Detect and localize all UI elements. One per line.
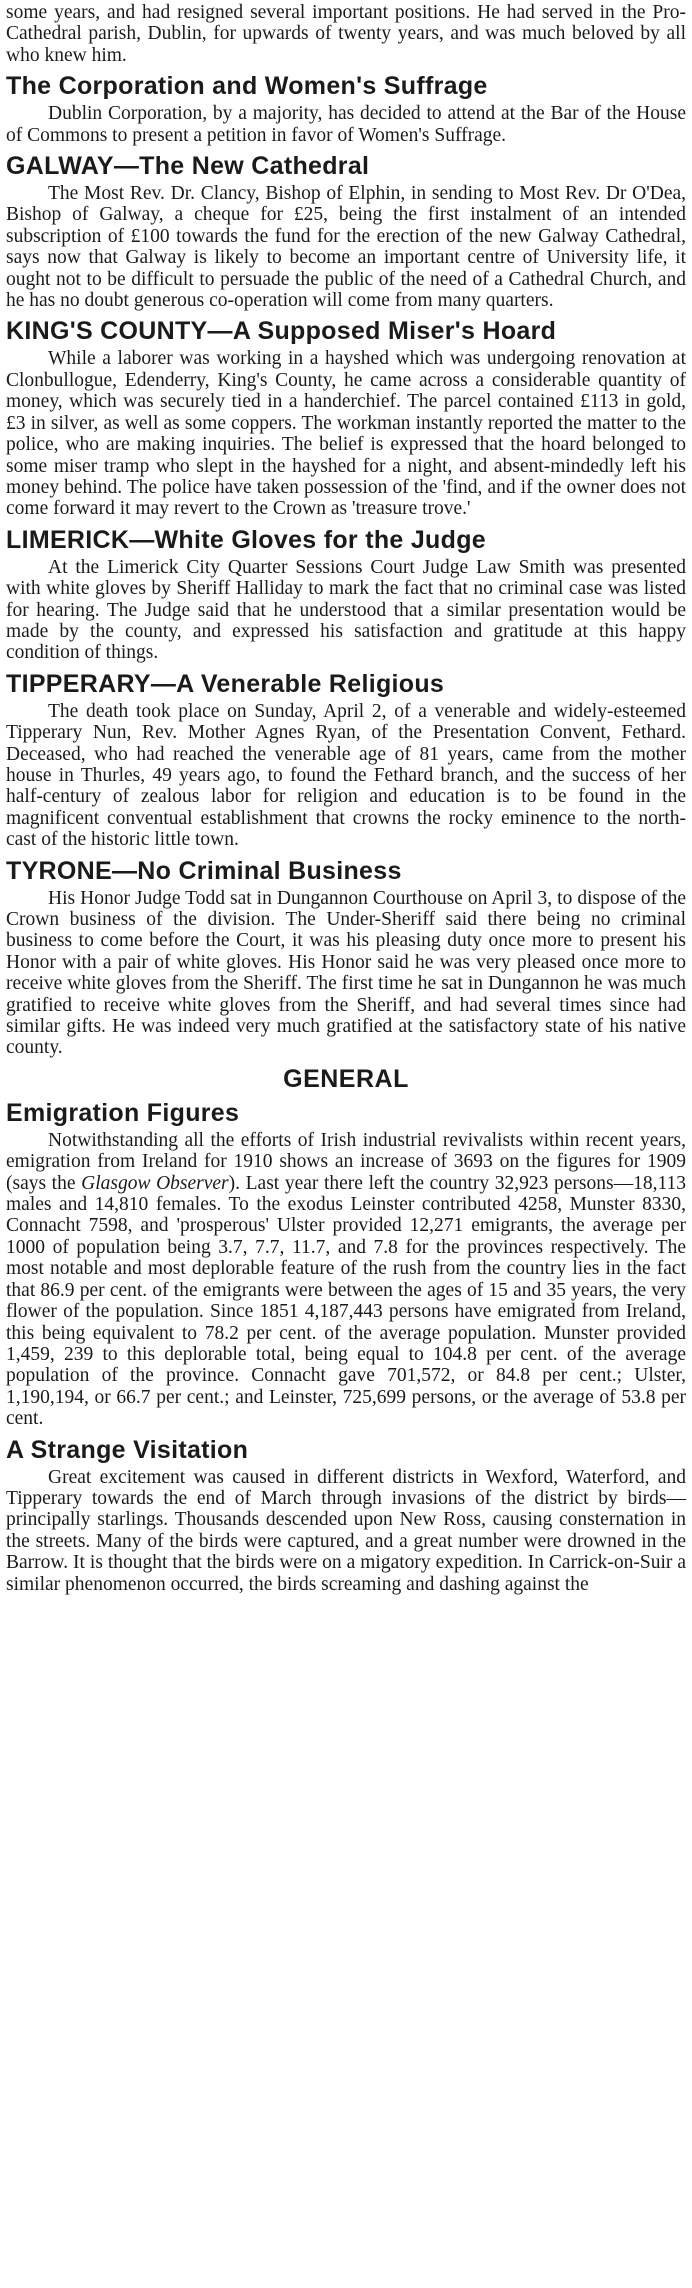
story-emigration-figures — [6, 1099, 686, 1430]
story-headline: GALWAY—The New Cathedral — [6, 152, 370, 181]
story-headline: LIMERICK—White Gloves for the Judge — [6, 525, 486, 554]
story-body: Dublin Corporation, by a majority, has decided to attend at the Bar of the House of Commons to present a petition in favor of Women's Suffrage. — [6, 103, 686, 146]
story-body: At the Limerick City Quarter Sessions Court Judge Law Smith was presented with white gloves by Sheriff Halliday to mark the fact that no criminal case was listed for hearing. The Judge said that he understood that a similar presentation would be made by the county, and expressed his satisfaction and gratitude at this happy condition of things. — [6, 556, 686, 664]
continuation-paragraph: some years, and had resigned several important positions. He had served in the Pro-Cathedral parish, Dublin, for upwards of twenty years, and was much beloved by all who knew him. — [6, 2, 686, 66]
story-headline: TYRONE—No Criminal Business — [6, 856, 402, 885]
story-body: The death took place on Sunday, April 2, of a venerable and widely-esteemed Tipperary Nun, Rev. Mother Agnes Ryan, of the Presentation Convent, Fethard. Deceased, who had reached the venerable age of 81 years, came from the mother house in Thurles, 49 years ago, to found the Fethard branch, and the success of her half-century of zealous labor for religion and education is to be found in the magnificent conventual establishment that crowns the rocky eminence to the north-cast of the historic little town. — [6, 700, 686, 851]
story-corporation-suffrage — [6, 72, 686, 146]
story-body — [6, 1130, 686, 1430]
story-kings-county-hoard — [6, 317, 686, 519]
story-body: His Honor Judge Todd sat in Dungannon Courthouse on April 3, to dispose of the Crown business of the division. The Under-Sheriff said there being no criminal business to come before the Court, it was his pleasing duty once more to present his Honor with a pair of white gloves. His Honor said he was very pleased once more to receive white gloves from the Sheriff. The first time he sat in Dungannon he was much gratified to receive white gloves from the Sheriff, and had several times since had similar gifts. He was indeed very much gratified at the satisfactory state of his native county. — [6, 887, 686, 1059]
story-tyrone-criminal — [6, 857, 686, 1059]
story-body: The Most Rev. Dr. Clancy, Bishop of Elphin, in sending to Most Rev. Dr O'Dea, Bishop of Galway, a cheque for £25, being the first instalment of an intended subscription of £100 towards the fund for the erection of the new Galway Cathedral, says now that Galway is likely to become an important centre of University life, it ought not to be difficult to persuade the public of the need of a Cathedral Church, and he has no doubt generous co-operation will come from many quarters. — [6, 183, 686, 312]
story-strange-visitation — [6, 1436, 686, 1595]
story-limerick-gloves — [6, 526, 686, 664]
story-body: Great excitement was caused in different districts in Wexford, Waterford, and Tipperary towards the end of March through invasions of the district by birds—principally starlings. Thousands descended upon New Ross, causing consternation in the streets. Many of the birds were captured, and a great number were drowned in the Barrow. It is thought that the birds were on a migatory expedition. In Carrick-on-Suir a similar phenomenon occurred, the birds screaming and dashing against the — [6, 1466, 686, 1595]
story-body-part: ). Last year there left the country 32,923 persons—18,113 males and 14,810 females. To the exodus Leinster contributed 4258, Munster 8330, Connacht 7598, and 'prosperous' Ulster provided 12,271 emigrants, the average per 1000 of population being 3.7, 7.7, 11.7, and 7.8 for the provinces respectively. The most notable and most deplorable feature of the rush from the country lies in the fact that 86.9 per cent. of the emigrants were between the ages of 15 and 35 years, the very flower of the population. Since 1851 4,187,443 persons have emigrated from Ireland, this being equivalent to 78.2 per cent. of the average population. Munster provided 1,459, 239 to this deplorable total, being equal to 104.8 per cent. of the average population of the province. Connacht gave 701,572, or 84.8 per cent.; Ulster, 1,190,194, or 66.7 per cent.; and Leinster, 725,699 persons, or the average of 53.8 per cent. — [6, 1172, 686, 1430]
story-headline: Emigration Figures — [6, 1098, 240, 1127]
story-headline: KING'S COUNTY—A Supposed Miser's Hoard — [6, 317, 557, 346]
story-headline: TIPPERARY—A Venerable Religious — [6, 669, 445, 698]
story-body: While a laborer was working in a hayshed which was undergoing renovation at Clonbullogue, Edenderry, King's County, he came across a considerable quantity of money, which was securely tied in a handerchief. The parcel contained £113 in gold, £3 in silver, as well as some coppers. The workman instantly reported the matter to the police, who are making inquiries. The belief is expressed that the hoard belonged to some miser tramp who slept in the hayshed for a night, and absent-mindedly left his money behind. The police have taken possession of the 'find, and if the owner does not come forward it may revert to the Crown as 'treasure trove.' — [6, 348, 686, 520]
story-galway-cathedral — [6, 152, 686, 311]
story-body-part: Notwithstanding all the efforts of Irish industrial revivalists within recent years, emigration from Ireland for 1910 shows an increase of 3693 on the figures for 1909 (says the — [6, 1129, 686, 1194]
story-tipperary-religious — [6, 670, 686, 851]
story-headline: A Strange Visitation — [6, 1435, 249, 1464]
section-heading-general: GENERAL — [283, 1064, 409, 1093]
newspaper-column — [6, 2, 686, 1595]
story-headline: The Corporation and Women's Suffrage — [6, 72, 488, 101]
newspaper-title-italic: Glasgow Observer — [81, 1172, 229, 1194]
